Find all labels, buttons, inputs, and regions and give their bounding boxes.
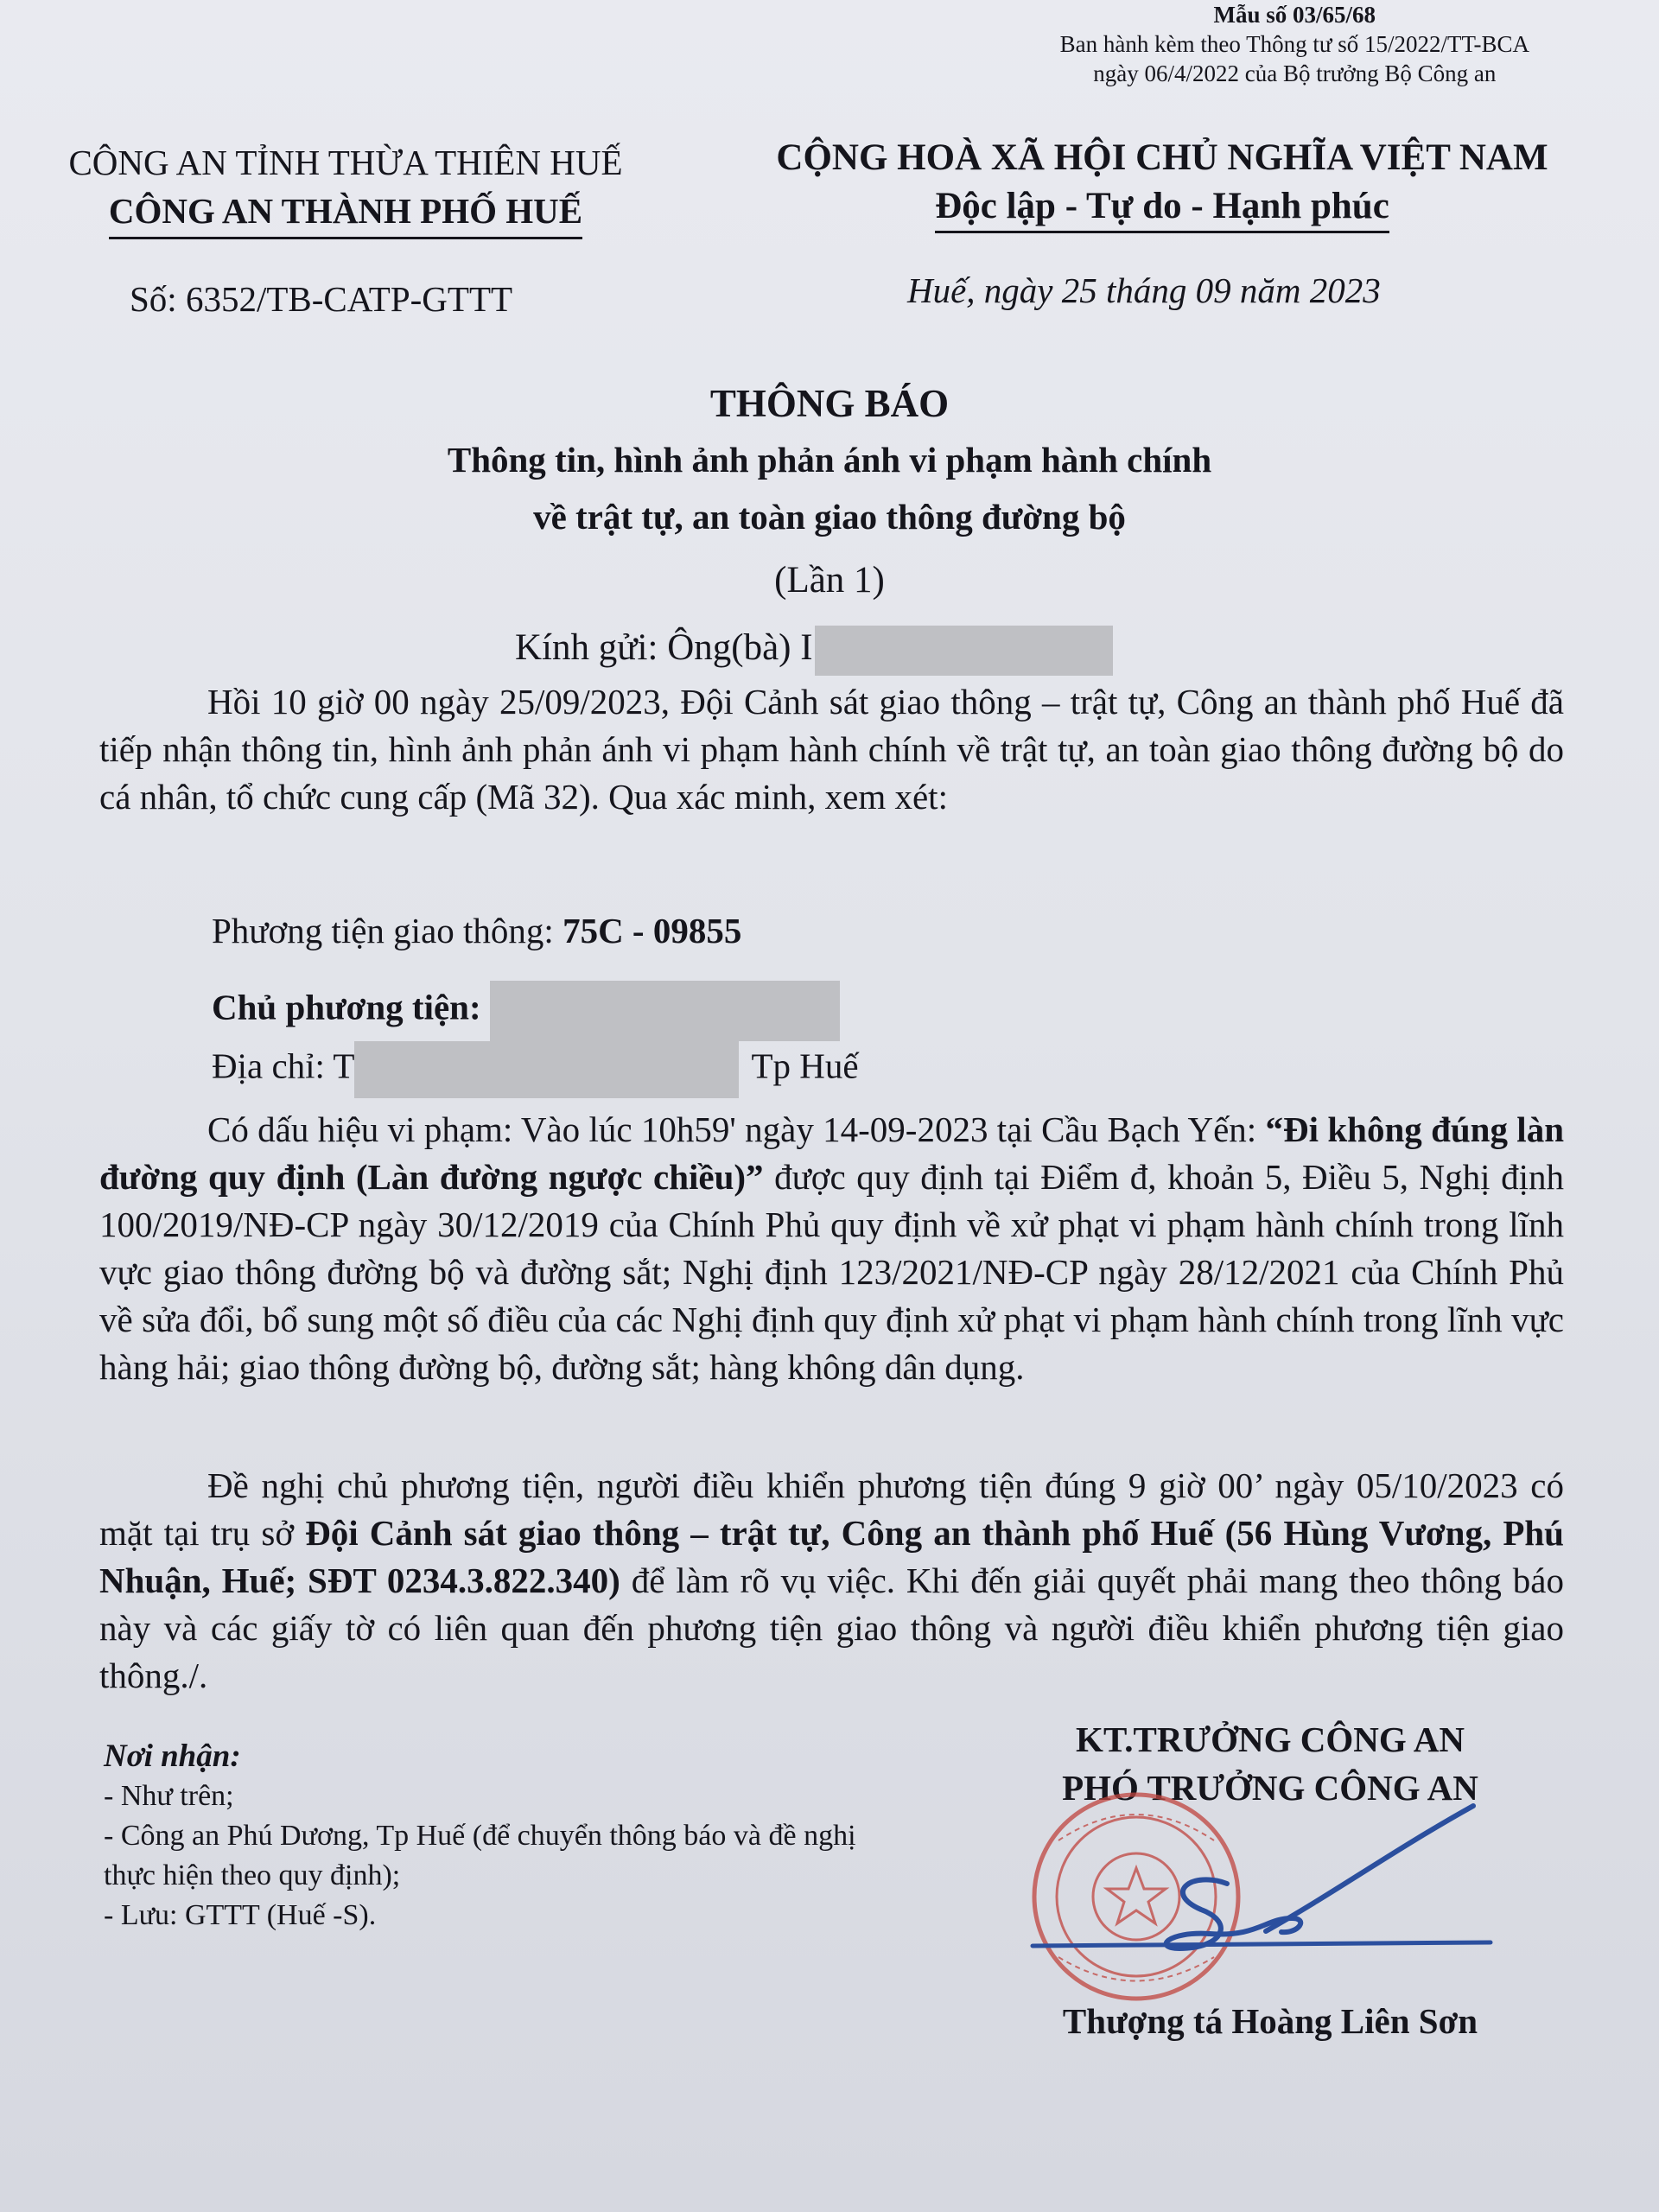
intro-paragraph: Hồi 10 giờ 00 ngày 25/09/2023, Đội Cảnh sát giao thông – trật tự, Công an thành phố Huế đã tiếp nhận thông tin, hình ảnh phản ánh vi phạm hành chính về trật tự, an toàn giao thông đường bộ do cá nhân, tổ chức cung cấp (Mã 32). Qua xác minh, xem xét: bbox=[99, 682, 1564, 817]
recipient-label: Kính gửi: Ông(bà) I bbox=[515, 627, 813, 668]
request-rest: để làm rõ vụ việc. Khi đến giải quyết phải mang theo thông báo này và các giấy tờ có liên quan đến phương tiện giao thông và người điều khiển phương tiện giao thông./. bbox=[99, 1560, 1564, 1695]
recipient-line bbox=[515, 618, 1113, 678]
receivers-block bbox=[104, 1737, 881, 1936]
signature-title-line2: PHÓ TRƯỞNG CÔNG AN bbox=[1062, 1768, 1478, 1808]
official-seal-and-signature bbox=[1007, 1789, 1560, 2013]
handwritten-signature-icon bbox=[1033, 1806, 1491, 1948]
issuing-agency bbox=[17, 138, 674, 239]
notice-round: (Lần 1) bbox=[774, 560, 885, 601]
signer-name: Thượng tá Hoàng Liên Sơn bbox=[1062, 2001, 1478, 2041]
receiver-item: - Lưu: GTTT (Huế -S). bbox=[104, 1899, 377, 1931]
receiver-item: - Như trên; bbox=[104, 1780, 234, 1812]
request-lead: Đề nghị chủ phương tiện, người điều khiển phương tiện đúng 9 giờ 00’ ngày 05/10/2023 có mặt tại trụ sở bbox=[99, 1465, 1564, 1553]
redacted-name-box bbox=[815, 626, 1113, 676]
violation-legal-basis: được quy định tại Điểm đ, khoản 5, Điều 5, Nghị định 100/2019/NĐ-CP ngày 30/12/2019 của Chính Phủ quy định về xử phạt vi phạm hành chính trong lĩnh vực giao thông đường bộ và đường sắt; Nghị định 123/2021/NĐ-CP ngày 28/12/2021 của Chính Phủ về sửa đổi, bổ sung một số điều của các Nghị định quy định xử phạt vi phạm hành chính trong lĩnh vực hàng hải; giao thông đường bộ, đường sắt; hàng không dân dụng. bbox=[99, 1157, 1564, 1387]
vehicle-label: Phương tiện giao thông: bbox=[212, 911, 563, 950]
redacted-address-box bbox=[354, 1041, 739, 1098]
nation-name: CỘNG HOÀ XÃ HỘI CHỦ NGHĨA VIỆT NAM bbox=[776, 137, 1548, 178]
parent-agency: CÔNG AN TỈNH THỪA THIÊN HUẾ bbox=[68, 143, 623, 182]
violation-paragraph bbox=[99, 1106, 1564, 1391]
title-subtitle-1: Thông tin, hình ảnh phản ánh vi phạm hành chính bbox=[447, 440, 1212, 480]
national-motto: Độc lập - Tự do - Hạnh phúc bbox=[935, 182, 1389, 233]
receiver-item: - Công an Phú Dương, Tp Huế (để chuyển thông báo và đề nghị thực hiện theo quy định); bbox=[104, 1820, 856, 1891]
document-number: Số: 6352/TB-CATP-GTTT bbox=[130, 279, 513, 319]
official-seal-icon bbox=[1034, 1795, 1238, 1999]
form-note-line1: Ban hành kèm theo Thông tư số 15/2022/TT-BCA bbox=[1059, 31, 1529, 57]
title-subtitle-2: về trật tự, an toàn giao thông đường bộ bbox=[533, 497, 1126, 537]
license-plate: 75C - 09855 bbox=[563, 911, 742, 950]
form-note-line2: ngày 06/4/2022 của Bộ trưởng Bộ Công an bbox=[1093, 60, 1497, 86]
owner-line bbox=[212, 981, 840, 1041]
violation-lead: Có dấu hiệu vi phạm: Vào lúc 10h59' ngày 14-09-2023 tại Cầu Bạch Yến: bbox=[207, 1109, 1266, 1149]
address-city: Tp Huế bbox=[751, 1046, 859, 1086]
violation-act: “Đi không đúng làn đường quy định (Làn đường ngược chiều)” bbox=[99, 1109, 1564, 1197]
place-and-date: Huế, ngày 25 tháng 09 năm 2023 bbox=[907, 270, 1381, 310]
national-header bbox=[717, 134, 1607, 233]
document-title bbox=[0, 376, 1659, 613]
title-main: THÔNG BÁO bbox=[709, 382, 950, 425]
issuing-unit: CÔNG AN THÀNH PHỐ HUẾ bbox=[109, 187, 582, 239]
address-line bbox=[212, 1041, 859, 1098]
office-address: Đội Cảnh sát giao thông – trật tự, Công an thành phố Huế (56 Hùng Vương, Phú Nhuận, Huế; SĐT 0234.3.822.340) bbox=[99, 1513, 1564, 1600]
form-code: Mẫu số 03/65/68 bbox=[1213, 2, 1376, 28]
address-label: Địa chỉ: T bbox=[212, 1046, 355, 1086]
owner-label: Chủ phương tiện: bbox=[212, 987, 490, 1027]
vehicle-line bbox=[212, 907, 741, 955]
receivers-heading: Nơi nhận: bbox=[104, 1738, 241, 1774]
redacted-owner-box bbox=[490, 981, 840, 1041]
request-paragraph bbox=[99, 1462, 1564, 1700]
form-reference-note bbox=[1060, 0, 1529, 88]
signature-title-line1: KT.TRƯỞNG CÔNG AN bbox=[1076, 1719, 1465, 1759]
